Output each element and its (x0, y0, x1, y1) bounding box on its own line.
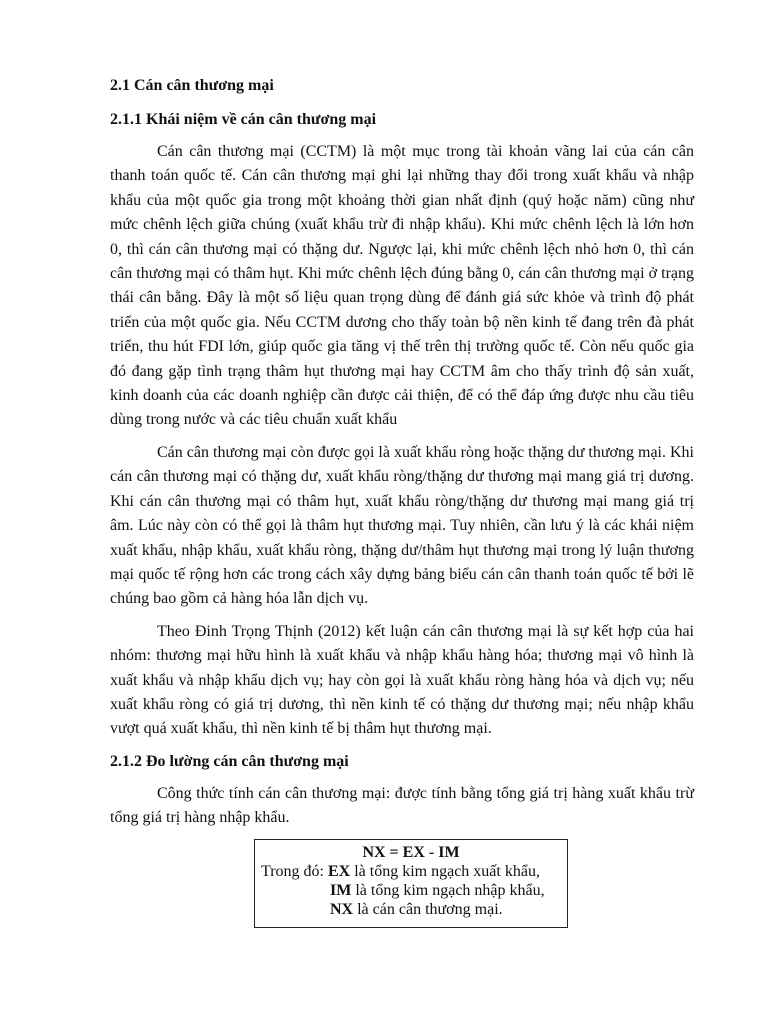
formula-definition-text: là cán cân thương mại. (353, 900, 503, 918)
subsection-heading-measure: 2.1.2 Đo lường cán cân thương mại (110, 752, 349, 770)
paragraph-net-exports: Cán cân thương mại còn được gọi là xuất khẩu ròng hoặc thặng dư thương mại. Khi cán cân thương mại có thặng dư, xuất khẩu ròng/thặng dư thương mại mang giá trị dương. Khi cán cân thương mại có thâm hụt, xuất khẩu ròng/thặng dư thương mại mang giá trị âm. Lúc này còn có thể gọi là thâm hụt thương mại. Tuy nhiên, cần lưu ý là các khái niệm xuất khẩu, nhập khẩu, xuất khẩu ròng, thặng dư/thâm hụt thương mại trong lý luận thương mại quốc tế rộng hơn các trong cách xây dựng bảng biểu cán cân thanh toán quốc tế bởi lẽ chúng bao gồm cả hàng hóa lẫn dịch vụ. (110, 443, 694, 608)
formula-symbol: EX (327, 862, 351, 880)
formula-definition-row (261, 862, 561, 881)
paragraph-dinh-trong-thinh: Theo Đinh Trọng Thịnh (2012) kết luận cán cân thương mại là sự kết hợp của hai nhóm: thương mại hữu hình là xuất khẩu và nhập khẩu hàng hóa; thương mại vô hình là xuất khẩu và nhập khẩu dịch vụ; hay còn gọi là xuất khẩu ròng hàng hóa và dịch vụ; nếu xuất khẩu ròng có giá trị dương, thì nền kinh tế có thặng dư thương mại; nếu nhập khẩu vượt quá xuất khẩu, thì nền kinh tế bị thâm hụt thương mại. (110, 622, 694, 738)
section-heading: 2.1 Cán cân thương mại (110, 77, 274, 94)
formula-equation: NX = EX - IM (362, 843, 460, 861)
formula-definition-text: là tổng kim ngạch nhập khẩu, (351, 881, 545, 899)
formula-definition-row (261, 900, 561, 919)
formula-definition-text: là tổng kim ngạch xuất khẩu, (350, 862, 540, 880)
subsection-heading-concept: 2.1.1 Khái niệm về cán cân thương mại (110, 111, 377, 128)
formula-box (254, 839, 568, 928)
paragraph-definition: Cán cân thương mại (CCTM) là một mục trong tài khoản vãng lai của cán cân thanh toán quốc tế. Cán cân thương mại ghi lại những thay đổi trong xuất khẩu và nhập khẩu của một quốc gia trong một khoảng thời gian nhất định (quý hoặc năm) cũng như mức chênh lệch giữa chúng (xuất khẩu trừ đi nhập khẩu). Khi mức chênh lệch là lớn hơn 0, thì cán cân thương mại có thặng dư. Ngược lại, khi mức chênh lệch nhỏ hơn 0, thì cán cân thương mại có thâm hụt. Khi mức chênh lệch đúng bằng 0, cán cân thương mại ở trạng thái cân bằng. Đây là một số liệu quan trọng dùng để đánh giá sức khỏe và trình độ phát triển của một quốc gia. Nếu CCTM dương cho thấy toàn bộ nền kinh tế đang trên đà phát triển, thu hút FDI lớn, giúp quốc gia tăng vị thế trên thị trường quốc tế. Còn nếu quốc gia đó đang gặp tình trạng thâm hụt thương mại hay CCTM âm cho thấy trình độ sản xuất, kinh doanh của các doanh nghiệp cần được cải thiện, để có thể đáp ứng được nhu cầu tiêu dùng trong nước và các tiêu chuẩn xuất khẩu (110, 143, 694, 429)
document-body (110, 70, 694, 928)
formula-symbol: NX (330, 900, 354, 918)
paragraph-formula-intro: Công thức tính cán cân thương mại: được tính bằng tổng giá trị hàng xuất khẩu trừ tổng giá trị hàng nhập khẩu. (110, 784, 694, 827)
formula-where-label: Trong đó: (261, 862, 324, 880)
formula-symbol: IM (330, 881, 352, 899)
formula-definition-row (261, 881, 561, 900)
